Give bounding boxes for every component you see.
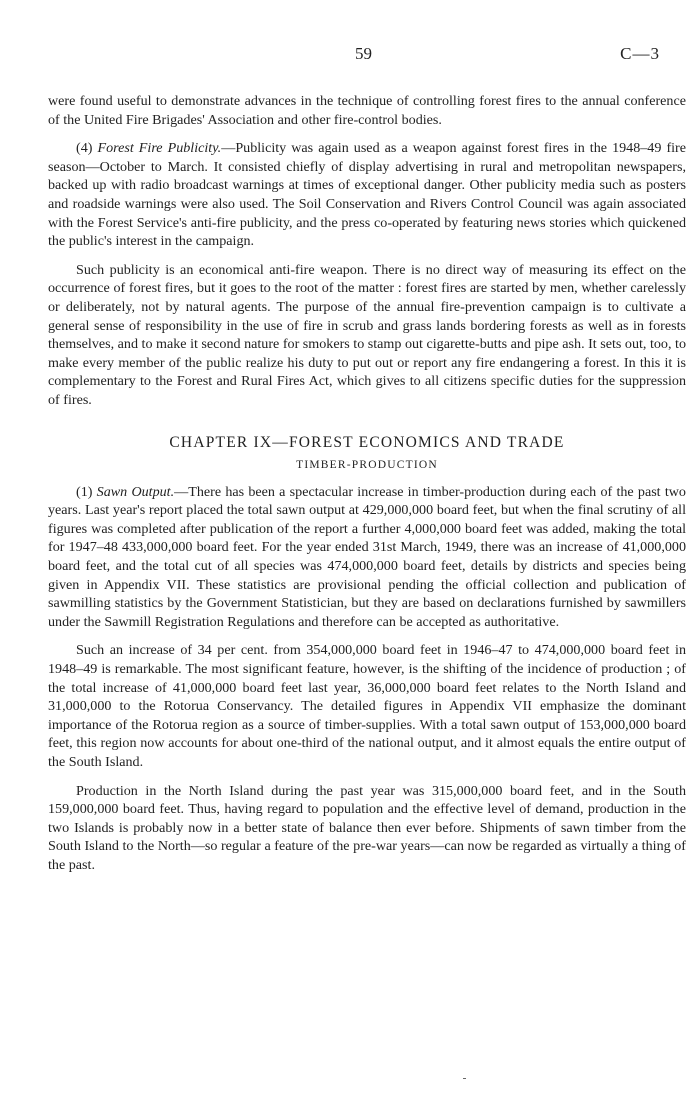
page-number: 59: [355, 44, 372, 63]
paragraph-number: (4): [76, 140, 98, 157]
footer-mark: [463, 1078, 466, 1079]
chapter-title: CHAPTER IX—FOREST ECONOMICS AND TRADE: [169, 433, 565, 451]
paper-reference: C—3: [620, 44, 660, 63]
document-body: [48, 92, 686, 885]
paragraph: [48, 261, 686, 410]
paragraph-text: —There has been a spectacular increase in timber-production during each of the past two years. Last year's report placed the total sawn output at 429,000,000 board feet, but when the final scrutiny of all figures was completed after publication of the report a further 4,000,000 board feet was added, making the total for 1947–48 433,000,000 board feet. For the year ended 31st March, 1949, there was an increase of 41,000,000 board feet, and the total cut of all species was 474,000,000 board feet, details by districts and species being given in Appendix VII. These statistics are provisional pending the official collection and publication of sawmilling statistics by the Government Statistician, but they are based on declarations furnished by sawmillers under the Sawmill Registration Regulations and therefore can be accepted as authoritative.: [48, 483, 686, 630]
paragraph-text: Such publicity is an economical anti-fire weapon. There is no direct way of measuring its effect on the occurrence of forest fires, but it goes to the root of the matter : forest fires are started by men, whether carelessly or deliberately, not by natural agents. The purpose of the annual fire-prevention campaign is to cultivate a general sense of responsibility in the use of fire in scrub and grass lands bordering forests as well as in forests themselves, and to make it second nature for smokers to stamp out cigarette-butts and pipe ash. It sets out, too, to make every member of the public realize his duty to put out or report any fire endangering a forest. In this it is complementary to the Forest and Rural Fires Act, which gives to all citizens specific duties for the suppression of fires.: [48, 261, 686, 408]
page-header: [0, 44, 700, 68]
paragraph: [48, 92, 686, 129]
paragraph: [48, 782, 686, 875]
paragraph: [48, 483, 686, 632]
paragraph-heading: Sawn Output.: [96, 483, 175, 500]
paragraph-text: Such an increase of 34 per cent. from 354,000,000 board feet in 1946–47 to 474,000,000 board feet in 1948–49 is remarkable. The most significant feature, however, is the shifting of the incidence of production ; of the total increase of 41,000,000 board feet last year, 36,000,000 board feet relates to the North Island and 31,000,000 to the Rotorua Conservancy. The detailed figures in Appendix VII emphasize the dominant importance of the Rotorua region as a source of timber-supplies. With a total sawn output of 153,000,000 board feet, this region now accounts for about one-third of the national output, and it almost equals the entire output of the South Island.: [48, 642, 686, 770]
paragraph-text: —Publicity was again used as a weapon against forest fires in the 1948–49 fire season—October to March. It consisted chiefly of display advertising in rural and metropolitan newspapers, backed up with radio broadcast warnings at times of exceptional danger. Other publicity media such as posters and roadside warnings were also used. The Soil Conservation and Rivers Control Council was again associated with the Forest Service's anti-fire publicity, and the press co-operated by featuring news stories which quickened the public's interest in the campaign.: [48, 140, 686, 250]
paragraph: [48, 139, 686, 251]
paragraph-text: were found useful to demonstrate advances in the technique of controlling forest fires to the annual conference of the United Fire Brigades' Association and other fire-control bodies.: [48, 93, 686, 128]
paragraph: [48, 641, 686, 771]
section-title: TIMBER-PRODUCTION: [296, 459, 438, 472]
paragraph-heading: Forest Fire Publicity.: [97, 140, 222, 157]
paragraph-text: Production in the North Island during the past year was 315,000,000 board feet, and in the South 159,000,000 board feet. Thus, having regard to population and the effective level of demand, production in the two Islands is probably now in a better state of balance then ever before. Shipments of sawn timber from the South Island to the North—so regular a feature of the pre-war years—can now be regarded as virtually a thing of the past.: [48, 782, 686, 873]
paragraph-number: (1): [76, 483, 97, 500]
